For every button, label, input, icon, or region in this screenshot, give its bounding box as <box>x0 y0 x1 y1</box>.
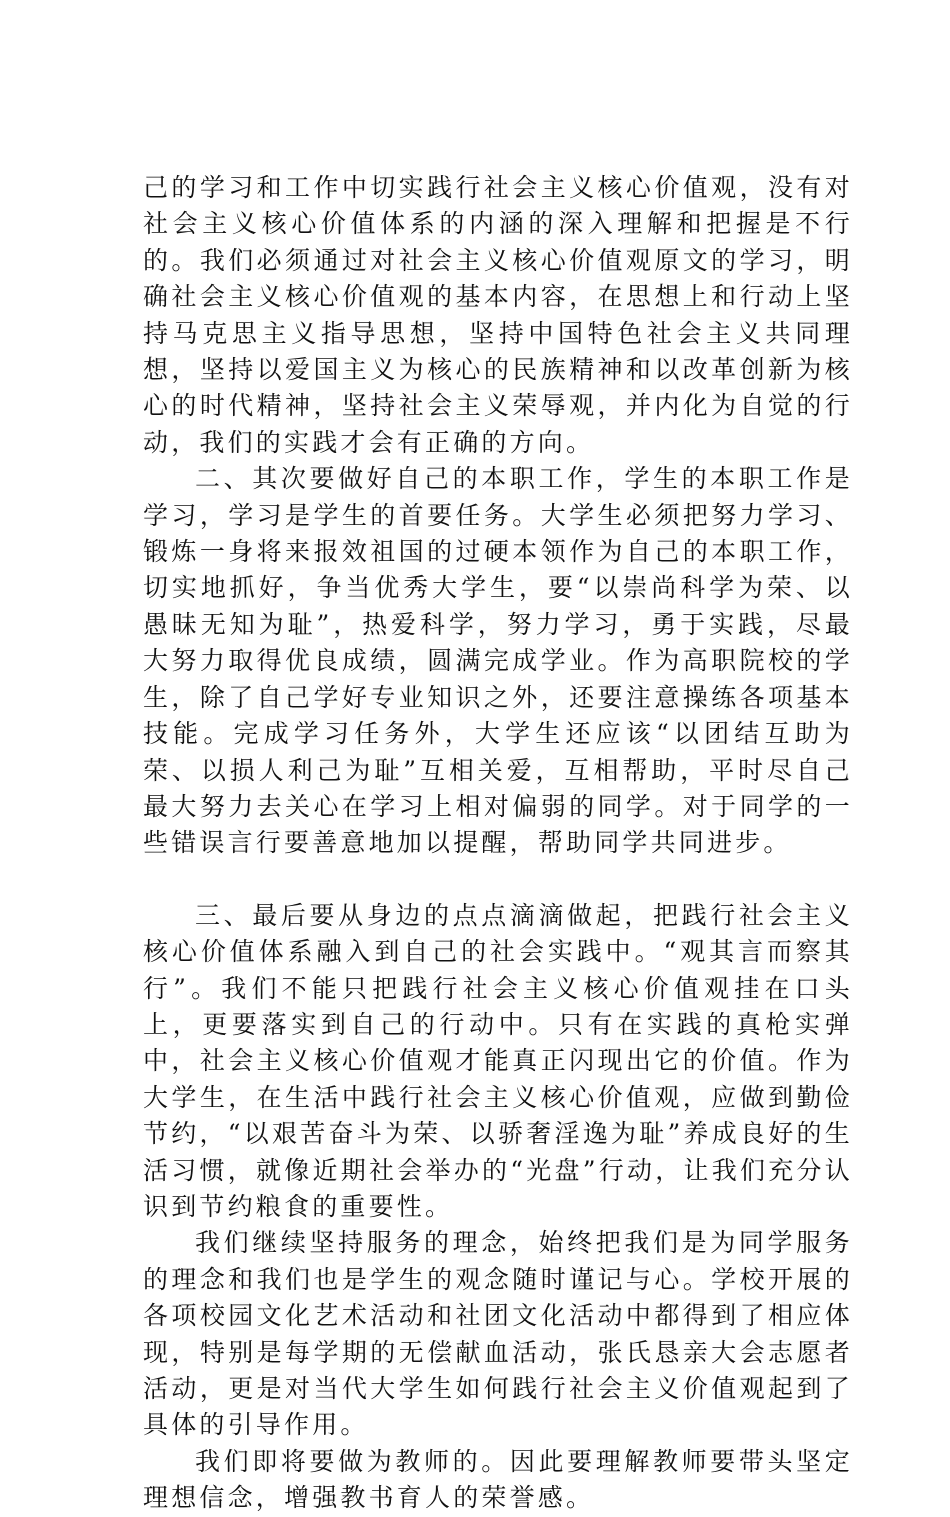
document-body <box>143 170 853 1517</box>
paragraph-continued: 己的学习和工作中切实践行社会主义核心价值观，没有对社会主义核心价值体系的内涵的深入理解和把握是不行的。我们必须通过对社会主义核心价值观原文的学习，明确社会主义核心价值观的基本内容，在思想上和行动上坚持马克思主义指导思想，坚持中国特色社会主义共同理想，坚持以爱国主义为核心的民族精神和以改革创新为核心的时代精神，坚持社会主义荣辱观，并内化为自觉的行动，我们的实践才会有正确的方向。 <box>143 173 853 457</box>
paragraph-section-two: 二、其次要做好自己的本职工作，学生的本职工作是学习，学习是学生的首要任务。大学生必须把努力学习、锻炼一身将来报效祖国的过硬本领作为自己的本职工作，切实地抓好，争当优秀大学生，要“以崇尚科学为荣、以愚昧无知为耻”，热爱科学，努力学习，勇于实践，尽最大努力取得优良成绩，圆满完成学业。作为高职院校的学生，除了自己学好专业知识之外，还要注意操练各项基本技能。完成学习任务外，大学生还应该“以团结互助为荣、以损人利己为耻”互相关爱，互相帮助，平时尽自己最大努力去关心在学习上相对偏弱的同学。对于同学的一些错误言行要善意地加以提醒，帮助同学共同进步。 <box>143 464 853 858</box>
paragraph-section-three: 三、最后要从身边的点点滴滴做起，把践行社会主义核心价值体系融入到自己的社会实践中。“观其言而察其行”。我们不能只把践行社会主义核心价值观挂在口头上，更要落实到自己的行动中。只有在实践的真枪实弹中，社会主义核心价值观才能真正闪现出它的价值。作为大学生，在生活中践行社会主义核心价值观，应做到勤俭节约，“以艰苦奋斗为荣、以骄奢淫逸为耻”养成良好的生活习惯，就像近期社会举办的“光盘”行动，让我们充分认识到节约粮食的重要性。 <box>143 900 853 1221</box>
paragraph-spacer <box>143 862 853 898</box>
paragraph-teacher: 我们即将要做为教师的。因此要理解教师要带头坚定理想信念，增强教书育人的荣誉感。 <box>143 1446 853 1513</box>
paragraph-service-concept: 我们继续坚持服务的理念，始终把我们是为同学服务的理念和我们也是学生的观念随时谨记与心。学校开展的各项校园文化艺术活动和社团文化活动中都得到了相应体现，特别是每学期的无偿献血活动，张氏恳亲大会志愿者活动，更是对当代大学生如何践行社会主义价值观起到了具体的引导作用。 <box>143 1228 853 1440</box>
